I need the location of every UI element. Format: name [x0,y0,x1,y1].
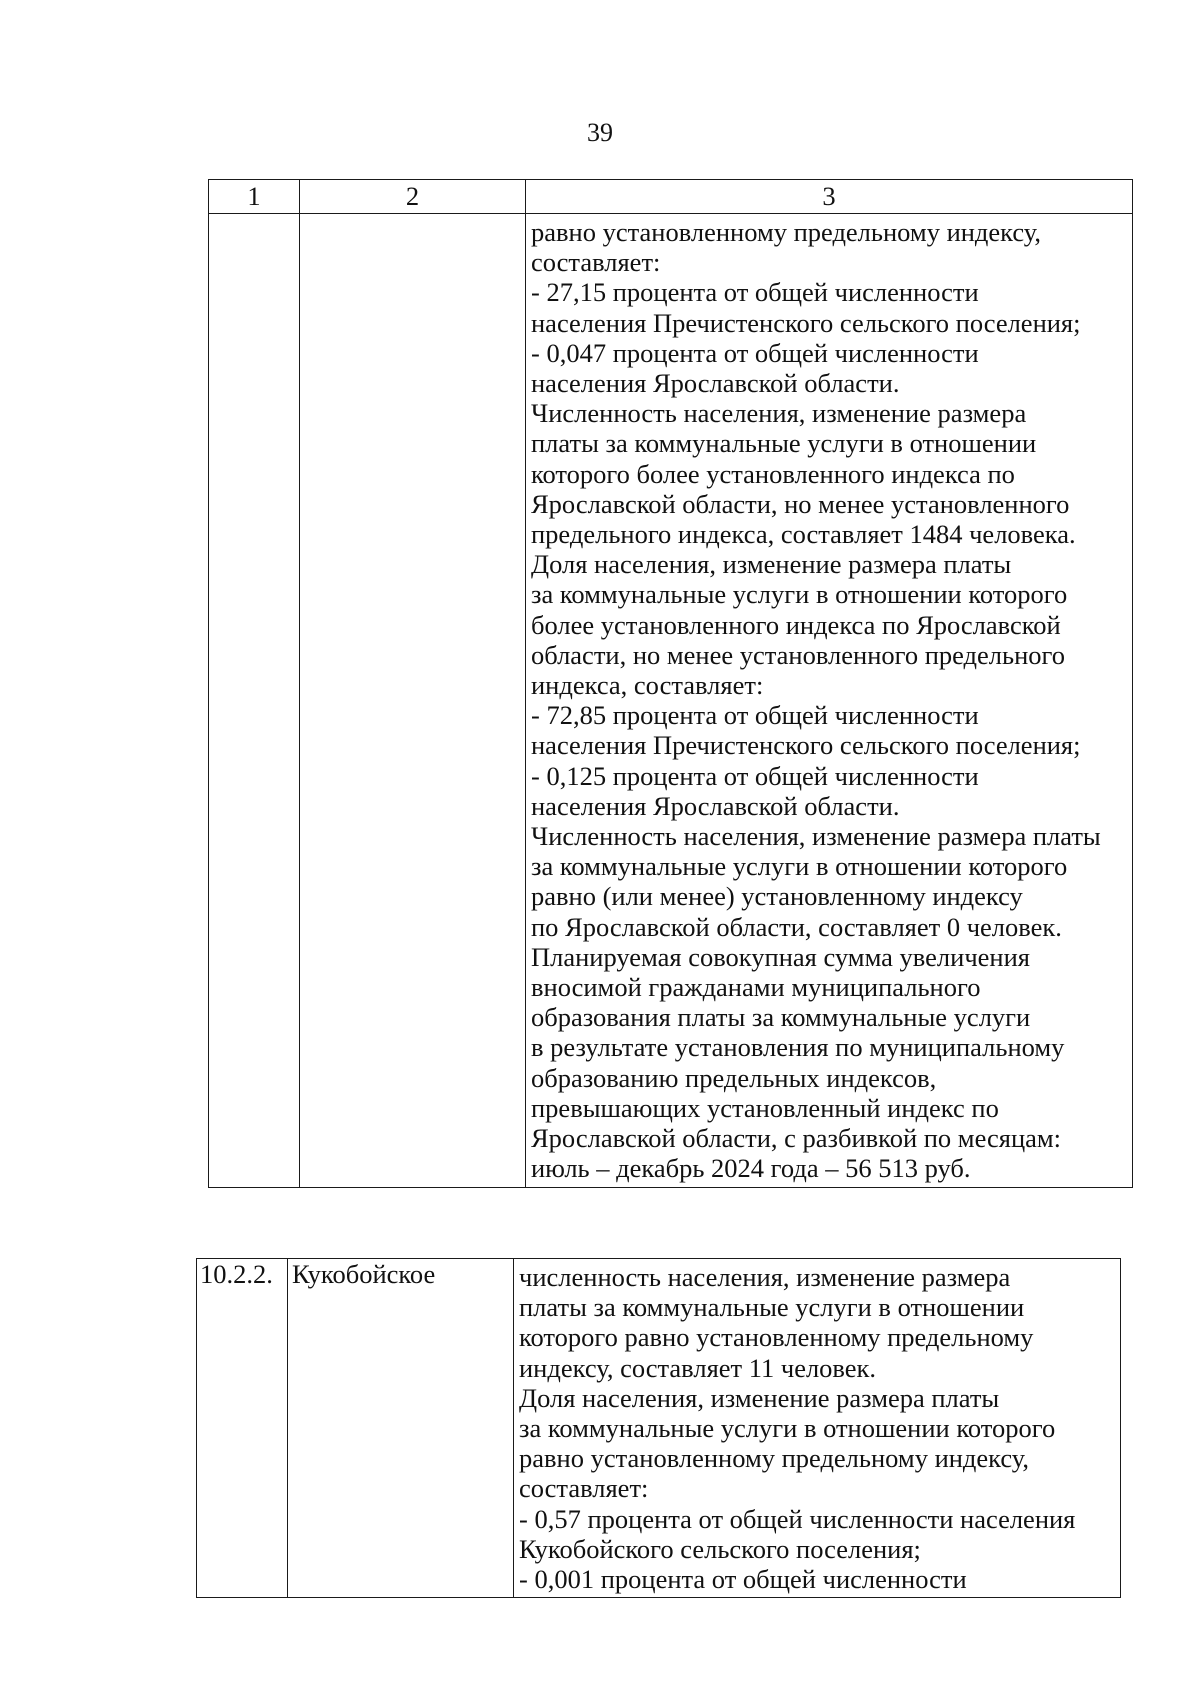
description-line: платы за коммунальные услуги в отношении [519,1292,1025,1323]
continuation-description-cell [526,214,1133,1188]
description-line: образованию предельных индексов, [531,1062,937,1093]
description-line: платы за коммунальные услуги в отношении [531,428,1037,459]
description-line: Численность населения, изменение размера платы [531,821,1101,852]
description-line: - 0,001 процента от общей численности [519,1564,967,1595]
description-line: более установленного индекса по Ярославской [531,609,1061,640]
description-line: Ярославской области, с разбивкой по месяцам: [531,1123,1062,1154]
header-col-1: 1 [209,180,300,214]
description-line: - 72,85 процента от общей численности [531,700,979,731]
description-line: населения Пречистенского сельского поселения; [531,307,1081,338]
description-line: - 0,57 процента от общей численности населения [519,1503,1076,1534]
description-line: июль – декабрь 2024 года – 56 513 руб. [531,1153,971,1184]
description-line: Планируемая совокупная сумма увеличения [531,941,1030,972]
description-line: предельного индекса, составляет 1484 человека. [531,519,1076,550]
continuation-number-cell [209,214,300,1188]
description-line: составляет: [519,1473,649,1504]
table-header-row [209,180,1133,214]
description-line: равно установленному предельному индексу, [519,1443,1030,1474]
description-line: - 27,15 процента от общей численности [531,277,979,308]
description-line: которого более установленного индекса по [531,458,1015,489]
description-line: которого равно установленному предельному [519,1322,1034,1353]
description-line: за коммунальные услуги в отношении которого [531,579,1068,610]
description-line: в результате установления по муниципальному [531,1032,1065,1063]
description-line: равно (или менее) установленному индексу [531,881,1023,912]
header-col-2: 2 [300,180,526,214]
description-line: составляет: [531,247,661,278]
description-line: Ярославской области, но менее установленного [531,488,1070,519]
description-line: образования платы за коммунальные услуги [531,1002,1031,1033]
description-line: индекса, составляет: [531,670,764,701]
row-number-cell: 10.2.2. [197,1259,288,1598]
description-line: Численность населения, изменение размера [531,398,1027,429]
document-table-bottom [196,1258,1121,1598]
description-line: населения Ярославской области. [531,368,900,399]
description-line: населения Ярославской области. [531,790,900,821]
document-table-top [208,179,1133,1188]
description-line: превышающих установленный индекс по [531,1092,999,1123]
header-col-3: 3 [526,180,1133,214]
description-line: области, но менее установленного предельного [531,639,1065,670]
description-line: населения Пречистенского сельского поселения; [531,730,1081,761]
description-line: вносимой гражданами муниципального [531,972,981,1003]
description-line: - 0,125 процента от общей численности [531,760,979,791]
description-line: Доля населения, изменение размера платы [531,549,1012,580]
settlement-name-cell: Кукобойское [288,1259,514,1598]
description-line: Доля населения, изменение размера платы [519,1382,1000,1413]
row-description-cell [514,1259,1121,1598]
description-line: за коммунальные услуги в отношении которого [531,851,1068,882]
description-line: Кукобойского сельского поселения; [519,1533,921,1564]
description-line: индексу, составляет 11 человек. [519,1352,877,1383]
description-line: - 0,047 процента от общей численности [531,337,979,368]
description-line: за коммунальные услуги в отношении которого [519,1413,1056,1444]
description-line: по Ярославской области, составляет 0 человек. [531,911,1062,942]
description-line: равно установленному предельному индексу, [531,217,1042,247]
continuation-name-cell [300,214,526,1188]
description-line: численность населения, изменение размера [519,1262,1011,1292]
table-row-continuation [209,214,1133,1188]
page-number: 39 [587,118,613,147]
table-row-10-2-2 [197,1259,1121,1598]
